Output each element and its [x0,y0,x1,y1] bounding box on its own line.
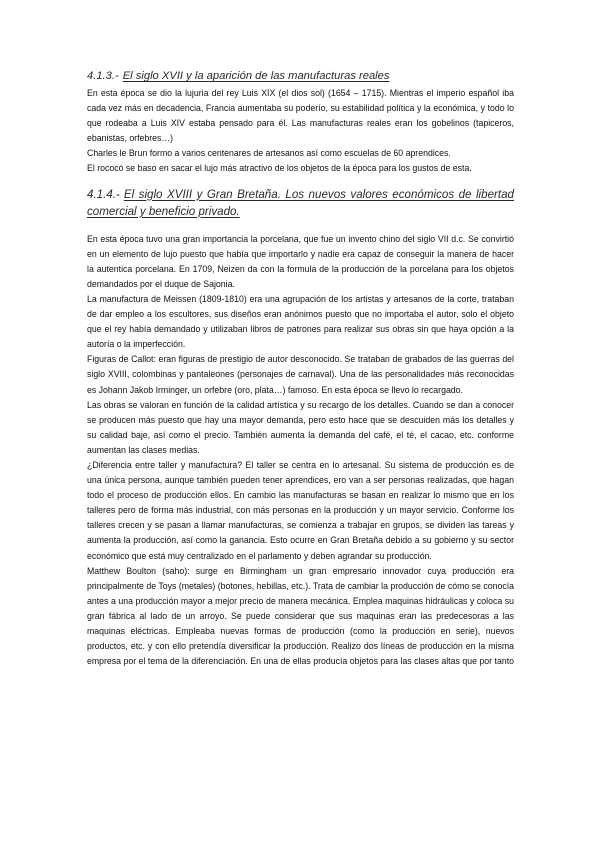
section-number: 4.1.4.- [87,187,120,201]
paragraph: La manufactura de Meissen (1809-1810) era una agrupación de los artistas y artesanos de la corte, trataban de dar empleo a los escultores, sus diseños eran anónimos puesto que no importaba el autor, solo el objeto que el rey había demandado y utilizaban libros de patrones para realizar sus obras sin que haya opción a la autoría o la imperfección. [87,293,514,350]
paragraph: Matthew Boulton (saho): surge en Birmingham un gran empresario innovador cuya producción era principalmente de Toys (metales) (botones, hebillas, etc.). Trata de cambiar la producción de cómo se conocía antes a una producción mayor a mejor precio de manera mecánica. Emplea maquinas hidráulicas y coloca su gran fábrica al lado de un arroyo. Se puede considerar que sus maquinas eran las predecesoras a las maquinas eléctricas. Empleaba nuevas formas de producción (como la producción en serie), nuevos productos, etc. y con ello pretendía diversificar la producción. Realizo dos líneas de producción en la misma empresa por el tema de la diferenciación. En una de ellas producía objetos para las clases altas que por tanto [87,565,514,667]
paragraph: Las obras se valoran en función de la calidad artística y su recargo de los detalles. Cuando se dan a conocer se producen más puesto que hay una mayor demanda, pero esto hace que se descuiden más los detalles y su calidad baje, así como el precio. También aumenta la demanda del café, el té, el cacao, etc. conforme aumentan las clases medias. [87,399,514,455]
section-number: 4.1.3.- [87,70,119,82]
section-title: El siglo XVIII y Gran Bretaña. Los nuevos valores económicos de libertad comercial y beneficio privado. [87,187,514,218]
paragraph: Charles le Brun formo a varios centenares de artesanos así como escuelas de 60 aprendices. [87,148,451,159]
page-content [87,68,514,669]
paragraph: En esta época tuvo una gran importancia la porcelana, que fue un invento chino del siglo VII d.c. Se convirtió en un elemento de lujo puesto que había que importarlo y nadie era capaz de conseguir la manera de hacer la autentica porcelana. En 1709, Neizen da con la formula de la producción de la porcelana para los objetos demandados por el duque de Sajonia. [87,233,514,289]
paragraph: El rococó se baso en sacar el lujo más atractivo de los objetos de la época para los gustos de esta. [87,163,472,174]
section-heading-4-1-3 [87,68,514,85]
section-body-4-1-4 [87,232,514,670]
section-heading-4-1-4 [87,186,514,220]
section-body-4-1-3 [87,86,514,177]
paragraph: Figuras de Callot: eran figuras de prestigio de autor desconocido. Se trataban de grabados de las guerras del siglo XVIII, colombinas y pantaleones (personajes de carnaval). Una de las personalidades más reconocidas es Johann Jakob Irminger, un orfebre (oro, plata…) famoso. En esta época se llevo lo recargado. [87,354,514,395]
paragraph: ¿Diferencia entre taller y manufactura? El taller se centra en lo artesanal. Su sistema de producción es de una única persona, aunque también pueden tener aprendices, ero van a ser personas realizadas, que hagan todo el proceso de producción ellos. En cambio las manufacturas se basan en realizar lo mismo que en los talleres pero de forma más industrial, con más personas en la producción y un mayor servicio. Conforme los talleres crecen y se pasan a llamar manufacturas, se comienza a trabajar en grupos, se dividen las tareas y aumenta la producción, así como la ganancia. Esto ocurre en Gran Bretaña debido a su gobierno y su sector económico que está muy centralizado en el parlamento y deben agrandar su producción. [87,459,514,561]
paragraph: En esta época se dio la lujuria del rey Luis XIX (el dios sol) (1654 – 1715). Mientras el imperio español iba cada vez más en decadencia, Francia aumentaba su poderío, su estabilidad política y la económica, y todo lo que rodeaba a Luis XIV estaba pensado para él. Las manufacturas reales eran los gobelinos (tapiceros, ebanistas, orfebres…) [87,88,514,144]
section-title: El siglo XVII y la aparición de las manufacturas reales [122,70,390,82]
